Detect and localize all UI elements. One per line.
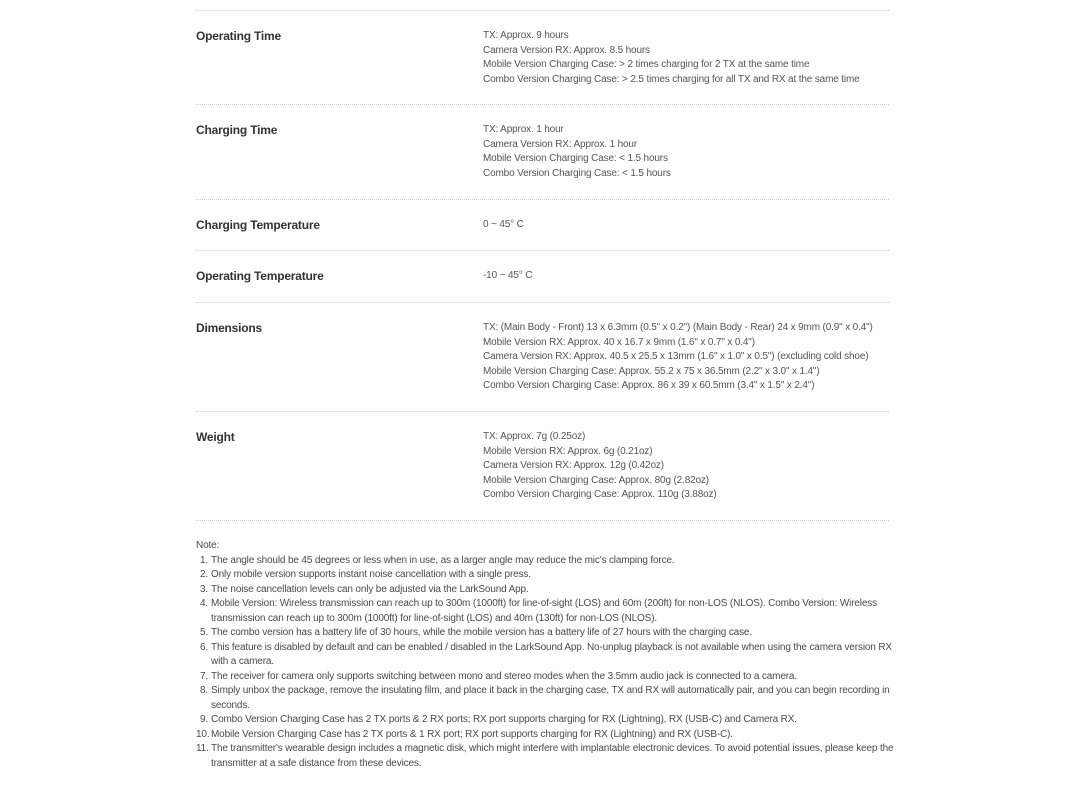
spec-values bbox=[483, 29, 893, 87]
note-text: Only mobile version supports instant noise cancellation with a single press. bbox=[211, 569, 531, 580]
note-item bbox=[196, 641, 896, 670]
note-text: The noise cancellation levels can only be adjusted via the LarkSound App. bbox=[211, 583, 529, 595]
note-item bbox=[196, 626, 896, 641]
spec-row-operating-temperature bbox=[196, 250, 889, 303]
spec-value-line: Mobile Version RX: Approx. 40 x 16.7 x 9mm (1.6" x 0.7" x 0.4") bbox=[483, 336, 755, 348]
spec-row-dimensions bbox=[196, 302, 889, 412]
spec-label: Charging Temperature bbox=[196, 218, 320, 232]
note-text: Combo Version Charging Case has 2 TX ports & 2 RX ports; RX port supports charging for RX (Lightning), RX (USB-C) and Camera RX. bbox=[211, 714, 797, 725]
note-number: 11. bbox=[196, 743, 209, 754]
spec-label: Charging Time bbox=[196, 123, 278, 137]
spec-value-line: TX: Approx. 1 hour bbox=[483, 124, 564, 135]
note-text: Mobile Version Charging Case has 2 TX ports & 1 RX port; RX port supports charging for RX (Lightning) and RX (USB-C). bbox=[211, 728, 733, 740]
note-text: The receiver for camera only supports switching between mono and stereo modes when the 3.5mm audio jack is connected to a camera. bbox=[211, 670, 797, 682]
note-item bbox=[196, 554, 896, 569]
note-text: This feature is disabled by default and can be enabled / disabled in the LarkSound App. No-unplug playback is not available when using the camera version RX with a camera. bbox=[211, 641, 892, 667]
note-item bbox=[196, 568, 896, 583]
note-item bbox=[196, 742, 896, 771]
spec-label: Weight bbox=[196, 430, 235, 444]
note-item bbox=[196, 597, 896, 626]
spec-value-line: Mobile Version Charging Case: > 2 times charging for 2 TX at the same time bbox=[483, 59, 810, 70]
notes-title: Note: bbox=[196, 540, 220, 551]
note-number: 8. bbox=[199, 685, 208, 696]
spec-value-line: Camera Version RX: Approx. 40.5 x 25.5 x 13mm (1.6" x 1.0" x 0.5") (excluding cold shoe) bbox=[483, 351, 869, 362]
note-item bbox=[196, 670, 896, 685]
notes-list bbox=[196, 554, 896, 772]
note-number: 10. bbox=[196, 728, 210, 740]
spec-value-line: Combo Version Charging Case: < 1.5 hours bbox=[483, 167, 671, 179]
note-number: 4. bbox=[199, 598, 208, 609]
spec-value-line: Camera Version RX: Approx. 12g (0.42oz) bbox=[483, 460, 664, 471]
spec-value-line: Combo Version Charging Case: > 2.5 times charging for all TX and RX at the same time bbox=[483, 73, 860, 85]
spec-value-line: Combo Version Charging Case: Approx. 110g (3.88oz) bbox=[483, 489, 717, 500]
spec-label: Operating Temperature bbox=[196, 269, 324, 283]
note-item bbox=[196, 713, 896, 728]
spec-value-line: TX: Approx. 7g (0.25oz) bbox=[483, 431, 586, 442]
spec-values bbox=[483, 321, 893, 394]
spec-value-line: Mobile Version Charging Case: < 1.5 hours bbox=[483, 153, 668, 164]
spec-row-operating-time bbox=[196, 10, 889, 105]
note-number: 1. bbox=[199, 554, 208, 566]
note-number: 6. bbox=[199, 641, 208, 653]
spec-values bbox=[483, 218, 893, 233]
spec-values bbox=[483, 269, 893, 284]
spec-value-line: Mobile Version Charging Case: Approx. 55.2 x 75 x 36.5mm (2.2" x 3.0" x 1.4") bbox=[483, 365, 820, 377]
spec-value-line: Camera Version RX: Approx. 8.5 hours bbox=[483, 44, 650, 56]
spec-value-line: TX: (Main Body - Front) 13 x 6.3mm (0.5" x 0.2") (Main Body - Rear) 24 x 9mm (0.9" x 0.4") bbox=[483, 322, 873, 333]
note-item bbox=[196, 728, 896, 743]
spec-row-weight bbox=[196, 411, 889, 521]
note-text: The angle should be 45 degrees or less when in use, as a larger angle may reduce the mic's clamping force. bbox=[211, 554, 675, 566]
note-text: Mobile Version: Wireless transmission can reach up to 300m (1000ft) for line-of-sight (LOS) and 60m (200ft) for non-LOS (NLOS). Combo Version: Wireless transmission can reach up to 300m (1000ft) for line-of-sight (LOS) and 40m (130ft) for non-LOS (NLOS). bbox=[211, 598, 877, 624]
spec-value-line: Mobile Version Charging Case: Approx. 80g (2.82oz) bbox=[483, 474, 709, 486]
spec-row-charging-temperature bbox=[196, 199, 889, 251]
spec-value-line: -10 ~ 45° C bbox=[483, 270, 533, 281]
note-item bbox=[196, 583, 896, 598]
note-number: 3. bbox=[199, 583, 208, 595]
note-number: 5. bbox=[199, 627, 208, 638]
spec-label: Dimensions bbox=[196, 321, 263, 335]
spec-value-line: TX: Approx. 9 hours bbox=[483, 30, 569, 41]
note-text: The transmitter's wearable design includes a magnetic disk, which might interfere with implantable electronic devices. To avoid potential issues, please keep the transmitter at a safe distance from these devices. bbox=[211, 743, 894, 769]
spec-label: Operating Time bbox=[196, 29, 281, 43]
spec-values bbox=[483, 123, 893, 181]
note-item bbox=[196, 684, 896, 713]
spec-values bbox=[483, 430, 893, 503]
notes-section bbox=[196, 539, 896, 771]
note-text: The combo version has a battery life of 30 hours, while the mobile version has a battery life of 27 hours with the charging case. bbox=[211, 627, 752, 638]
note-number: 9. bbox=[199, 714, 208, 725]
note-text: Simply unbox the package, remove the insulating film, and place it back in the charging case, TX and RX will automatically pair, and you can begin recording in seconds. bbox=[211, 685, 890, 711]
spec-value-line: Camera Version RX: Approx. 1 hour bbox=[483, 138, 638, 150]
spec-row-charging-time bbox=[196, 104, 889, 200]
note-number: 2. bbox=[199, 569, 208, 580]
spec-value-line: Combo Version Charging Case: Approx. 86 x 39 x 60.5mm (3.4" x 1.5" x 2.4") bbox=[483, 380, 815, 391]
spec-value-line: 0 ~ 45° C bbox=[483, 219, 524, 230]
note-number: 7. bbox=[199, 670, 208, 682]
spec-value-line: Mobile Version RX: Approx. 6g (0.21oz) bbox=[483, 445, 653, 457]
